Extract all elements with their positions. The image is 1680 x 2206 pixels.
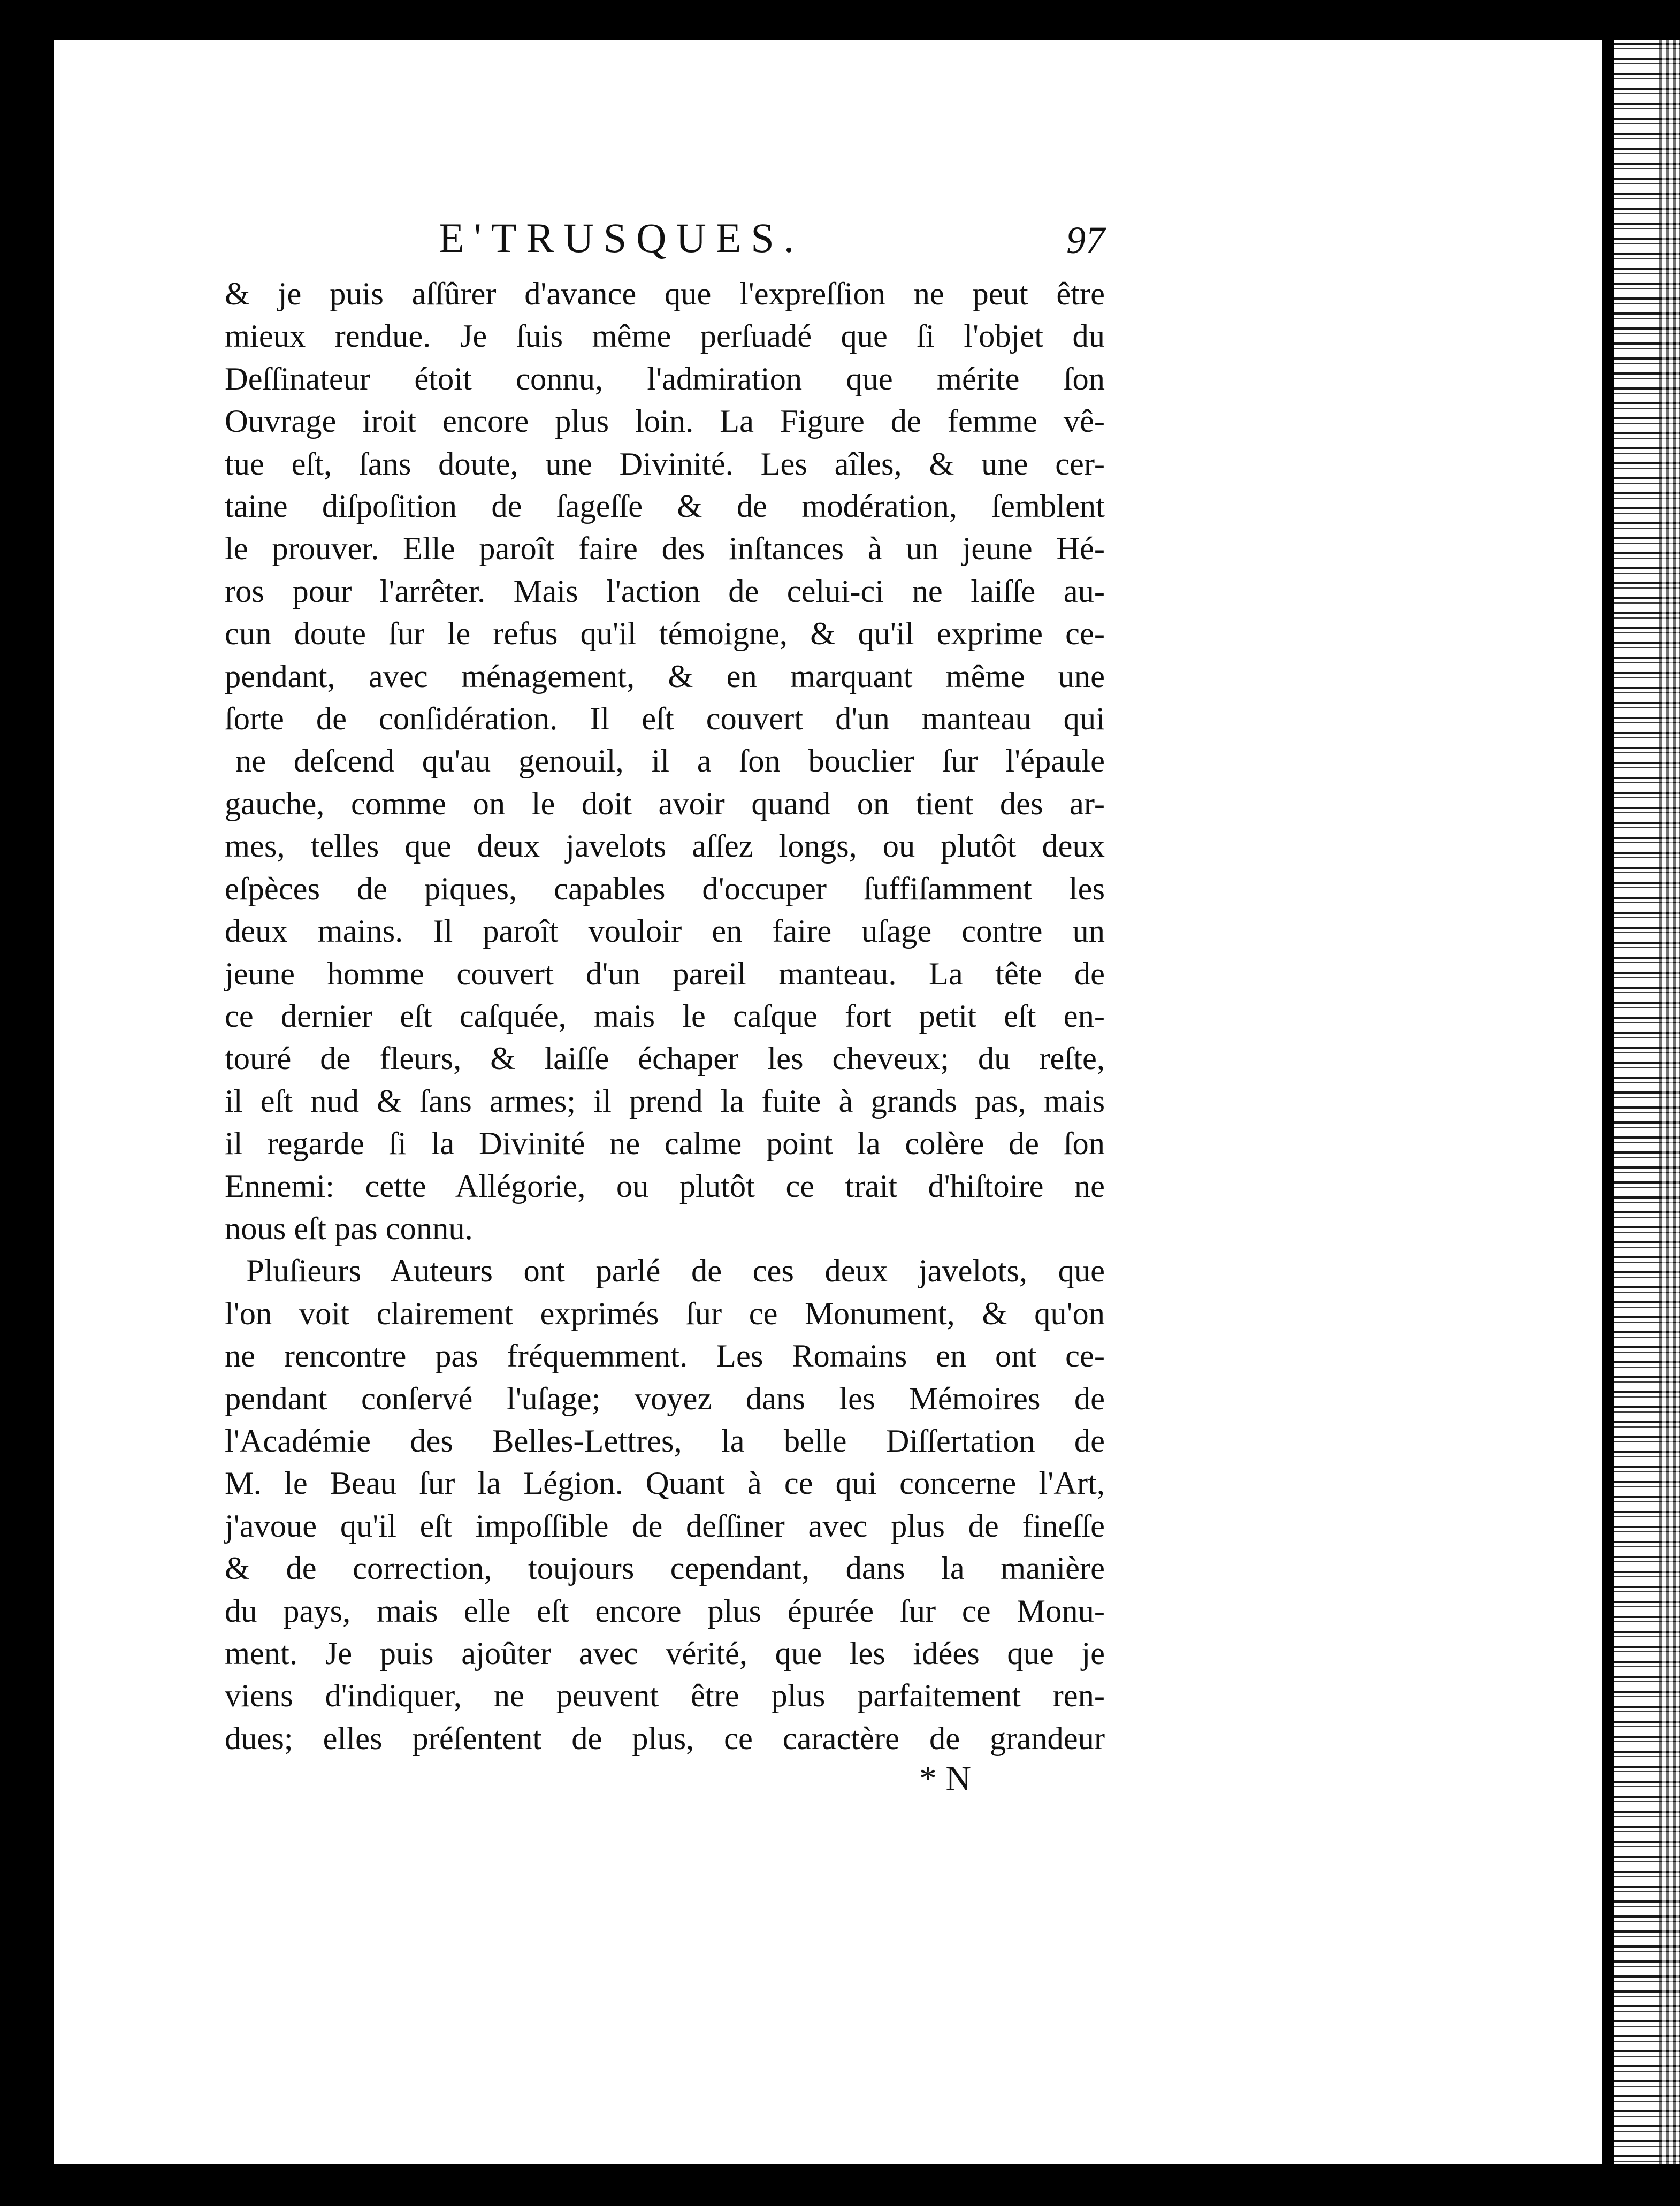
text-line: mes, telles que deux javelots aſſez longs, ou plutôt deux xyxy=(225,828,1105,865)
text-line: nous eſt pas connu. xyxy=(225,1210,473,1247)
text-line: pendant conſervé l'uſage; voyez dans les Mémoires de xyxy=(225,1380,1105,1417)
text-line: touré de fleurs, & laiſſe échaper les cheveux; du reſte, xyxy=(225,1041,1105,1077)
catchword: * N xyxy=(919,1759,971,1799)
text-line: pendant, avec ménagement, & en marquant même une xyxy=(225,658,1105,694)
text-line: il regarde ſi la Divinité ne calme point la colère de ſon xyxy=(225,1126,1105,1162)
text-line: dues; elles préſentent de plus, ce caractère de grandeur xyxy=(225,1720,1105,1757)
text-line: & je puis aſſûrer d'avance que l'expreſſion ne peut être xyxy=(225,276,1105,312)
running-title: E'TRUSQUES. xyxy=(439,215,804,261)
text-line: cun doute ſur le refus qu'il témoigne, & qu'il exprime ce- xyxy=(225,616,1105,652)
text-line: M. le Beau ſur la Légion. Quant à ce qui concerne l'Art, xyxy=(225,1465,1105,1502)
text-line: ros pour l'arrêter. Mais l'action de celui-ci ne laiſſe au- xyxy=(225,573,1105,609)
text-line: gauche, comme on le doit avoir quand on tient des ar- xyxy=(225,785,1105,822)
text-line: ne deſcend qu'au genouil, il a ſon bouclier ſur l'épaule xyxy=(235,743,1105,780)
paragraph-start-line: Pluſieurs Auteurs ont parlé de ces deux javelots, que xyxy=(246,1253,1105,1289)
text-line: ce dernier eſt caſquée, mais le caſque fort petit eſt en- xyxy=(225,998,1105,1034)
text-line: Deſſinateur étoit connu, l'admiration que mérite ſon xyxy=(225,361,1105,397)
text-line: & de correction, toujours cependant, dans la manière xyxy=(225,1551,1105,1587)
text-line: tue eſt, ſans doute, une Divinité. Les aîles, & une cer- xyxy=(225,446,1105,482)
text-line: deux mains. Il paroît vouloir en faire uſage contre un xyxy=(225,913,1105,950)
text-line: ment. Je puis ajoûter avec vérité, que les idées que je xyxy=(225,1636,1105,1671)
text-line: il eſt nud & ſans armes; il prend la fuite à grands pas, mais xyxy=(225,1083,1105,1119)
text-line: j'avoue qu'il eſt impoſſible de deſſiner avec plus de fineſſe xyxy=(225,1508,1105,1544)
text-line: taine diſpoſition de ſageſſe & de modération, ſemblent xyxy=(225,488,1105,525)
text-line: Ennemi: cette Allégorie, ou plutôt ce trait d'hiſtoire ne xyxy=(225,1168,1105,1204)
text-line: l'on voit clairement exprimés ſur ce Monument, & qu'on xyxy=(225,1295,1105,1332)
running-head xyxy=(225,211,1105,273)
text-line: ſorte de conſidération. Il eſt couvert d'un manteau qui xyxy=(225,701,1105,737)
text-line: eſpèces de piques, capables d'occuper ſuffiſamment les xyxy=(225,871,1105,907)
text-line: du pays, mais elle eſt encore plus épurée ſur ce Monu- xyxy=(225,1593,1105,1629)
text-line: Ouvrage iroit encore plus loin. La Figure de femme vê- xyxy=(225,403,1105,440)
page-number: 97 xyxy=(1066,219,1105,262)
text-line: jeune homme couvert d'un pareil manteau. La tête de xyxy=(225,956,1105,992)
text-line: viens d'indiquer, ne peuvent être plus parfaitement ren- xyxy=(225,1678,1105,1714)
text-line: mieux rendue. Je ſuis même perſuadé que ſi l'objet du xyxy=(225,318,1105,355)
text-block xyxy=(225,211,1105,1798)
page-edge-shadow xyxy=(1602,40,1680,2164)
text-line: ne rencontre pas fréquemment. Les Romains en ont ce- xyxy=(225,1338,1105,1375)
text-line: l'Académie des Belles-Lettres, la belle Diſſertation de xyxy=(225,1423,1105,1459)
text-line: le prouver. Elle paroît faire des inſtances à un jeune Hé- xyxy=(225,531,1105,567)
